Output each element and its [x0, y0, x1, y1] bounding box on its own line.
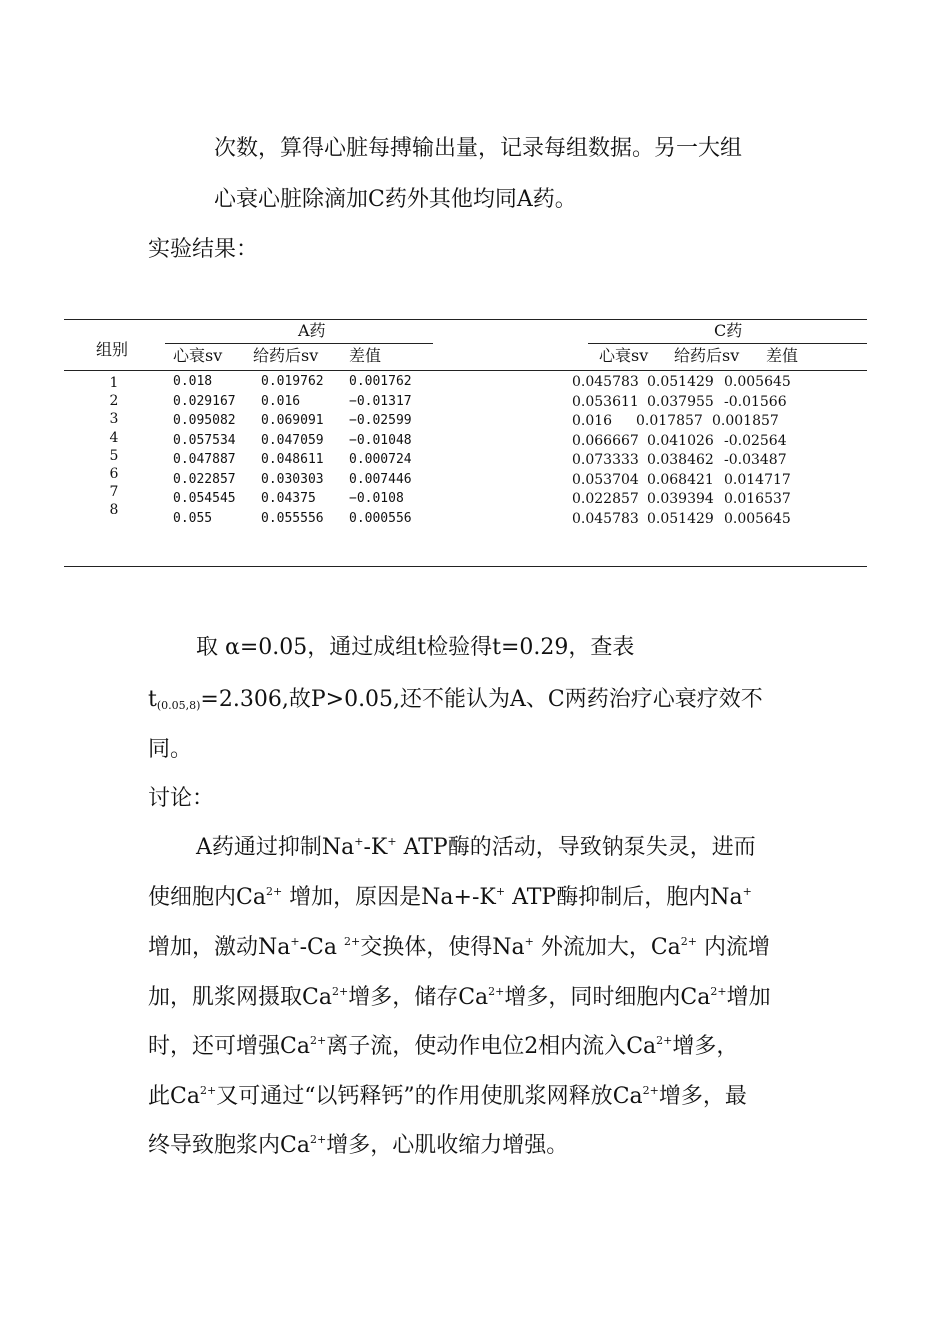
- c-cell: 0.045783: [572, 374, 639, 390]
- analysis-line-3: 同。: [148, 737, 193, 762]
- a-cell: 0.048611: [261, 452, 324, 467]
- results-heading: 实验结果：: [148, 237, 259, 262]
- a-cell: 0.001762: [349, 374, 412, 389]
- a-cell: −0.01317: [349, 393, 412, 409]
- group-number: 6: [109, 466, 119, 482]
- c-cell: 0.051429: [647, 510, 714, 527]
- a-cell: 0.030303: [261, 471, 324, 487]
- c-col-after: 给药后sv: [674, 346, 740, 365]
- discussion-line-6: 此$Ca^{2+}$又可通过“以钙释钙”的作用使肌浆网释放$Ca^{2+}$增多，最: [148, 1084, 747, 1109]
- a-cell: 0.000724: [349, 452, 412, 467]
- discussion-line-1: A药通过抑制Na+-K+ ATP酶的活动，导致钠泵失灵，进而: [196, 835, 756, 860]
- intro-line-1: 次数，算得心脏每搏输出量，记录每组数据。另一大组: [214, 136, 743, 161]
- c-cell: 0.016537: [724, 491, 791, 507]
- a-cell: 0.022857: [173, 471, 236, 487]
- c-cell: 0.022857: [572, 491, 639, 507]
- a-col-after: 给药后sv: [253, 346, 319, 365]
- a-cell: 0.057534: [173, 432, 236, 448]
- c-cell: 0.039394: [647, 491, 714, 507]
- a-cell: 0.069091: [261, 413, 324, 428]
- a-cell: 0.018: [173, 374, 213, 389]
- c-cell: 0.045783: [572, 510, 639, 527]
- discussion-line-2: 使细胞内$Ca^{2+}$ 增加，原因是Na+-K+ ATP酶抑制后，胞内Na+: [148, 885, 752, 910]
- table-header-rule: [64, 370, 867, 371]
- intro-line-2: 心衰心脏除滴加C药外其他均同A药。: [214, 187, 577, 212]
- c-cell: -0.03487: [724, 452, 787, 468]
- a-cell: 0.029167: [173, 393, 236, 409]
- a-cell: 0.095082: [173, 413, 236, 428]
- group-number: 3: [109, 411, 119, 428]
- discussion-line-3: 增加，激动Na+-Ca $^{2+}$交换体，使得Na+ 外流加大，$Ca^{2+}$ 内流增: [148, 935, 770, 960]
- c-col-before: 心衰sv: [599, 346, 649, 365]
- a-col-diff: 差值: [349, 346, 382, 365]
- group-number: 8: [109, 502, 119, 519]
- group-number: 7: [109, 484, 119, 501]
- c-header-rule: [588, 343, 867, 344]
- c-cell: 0.038462: [647, 452, 714, 468]
- t-subscript: (0.05,8): [156, 699, 201, 712]
- analysis-line-1: 取 α=0.05，通过成组t检验得t=0.29，查表: [196, 635, 635, 660]
- a-cell: 0.055556: [261, 510, 324, 526]
- c-cell: -0.02564: [724, 432, 787, 449]
- c-cell: 0.068421: [647, 471, 714, 488]
- a-cell: 0.047887: [173, 452, 236, 467]
- c-cell: 0.066667: [572, 432, 639, 449]
- a-col-before: 心衰sv: [173, 346, 223, 365]
- table-top-rule: [64, 319, 867, 320]
- a-title: A药: [298, 321, 326, 340]
- a-cell: 0.000556: [349, 510, 412, 526]
- c-cell: 0.001857: [712, 413, 779, 429]
- c-cell: 0.014717: [724, 471, 791, 488]
- group-number: 4: [109, 429, 119, 446]
- a-cell: −0.01048: [349, 432, 412, 448]
- t-symbol: t: [148, 687, 157, 712]
- c-cell: 0.005645: [724, 510, 791, 527]
- c-cell: 0.017857: [636, 413, 703, 429]
- a-cell: 0.054545: [173, 491, 236, 506]
- c-cell: 0.053704: [572, 471, 639, 488]
- group-number: 5: [109, 447, 119, 464]
- discussion-line-4: 加，肌浆网摄取$Ca^{2+}$增多，储存$Ca^{2+}$增多，同时细胞内$Ca^{2+}$增加: [148, 985, 771, 1010]
- c-cell: 0.016: [572, 413, 613, 429]
- analysis-line-2: [148, 685, 763, 715]
- a-cell: 0.047059: [261, 432, 324, 448]
- c-cell: 0.037955: [647, 393, 714, 410]
- c-col-diff: 差值: [766, 346, 799, 365]
- c-cell: 0.051429: [647, 374, 714, 390]
- c-cell: 0.073333: [572, 452, 639, 468]
- a-cell: −0.0108: [349, 491, 404, 506]
- a-cell: 0.016: [261, 393, 301, 409]
- group-number: 1: [109, 375, 119, 391]
- a-cell: 0.04375: [261, 491, 316, 506]
- group-header: 组别: [96, 340, 129, 359]
- table-bottom-rule: [64, 566, 867, 567]
- c-cell: 0.005645: [724, 374, 791, 390]
- group-number: 2: [109, 393, 119, 410]
- c-cell: 0.041026: [647, 432, 714, 449]
- c-title: C药: [714, 321, 743, 340]
- c-cell: 0.053611: [572, 393, 639, 410]
- a-cell: 0.007446: [349, 471, 412, 487]
- a-header-rule: [165, 343, 433, 344]
- discussion-line-7: 终导致胞浆内$Ca^{2+}$增多，心肌收缩力增强。: [148, 1133, 569, 1158]
- discussion-heading: 讨论：: [148, 786, 215, 811]
- a-cell: 0.019762: [261, 374, 324, 389]
- c-cell: -0.01566: [724, 393, 787, 410]
- discussion-line-5: 时，还可增强$Ca^{2+}$离子流，使动作电位2相内流入$Ca^{2+}$增多，: [148, 1034, 739, 1059]
- a-cell: 0.055: [173, 510, 213, 526]
- analysis-line-2-rest: =2.306,故P>0.05,还不能认为A、C两药治疗心衰疗效不: [200, 687, 763, 712]
- a-cell: −0.02599: [349, 413, 412, 428]
